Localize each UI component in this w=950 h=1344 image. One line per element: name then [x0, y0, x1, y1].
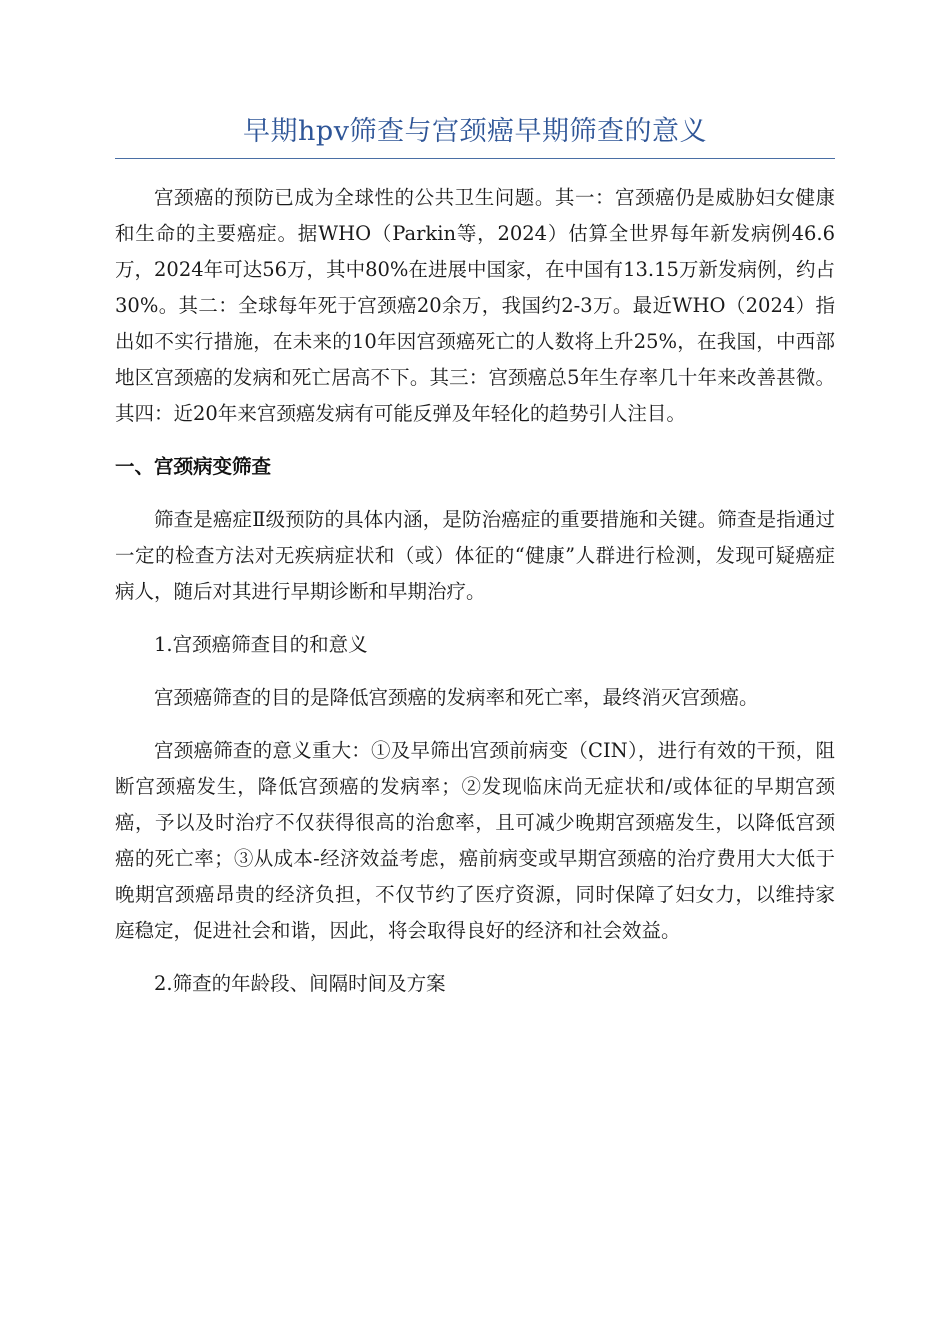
section-heading-1: 一、宫颈病变筛查 — [115, 455, 272, 478]
purpose-paragraph: 宫颈癌筛查的目的是降低宫颈癌的发病率和死亡率，最终消灭宫颈癌。 — [154, 686, 759, 709]
subheading-purpose: 1.宫颈癌筛查目的和意义 — [154, 633, 368, 656]
subheading-age-interval: 2.筛查的年龄段、间隔时间及方案 — [154, 972, 446, 995]
document-body — [115, 180, 835, 1019]
significance-paragraph: 宫颈癌筛查的意义重大：①及早筛出宫颈前病变（CIN），进行有效的干预，阻断宫颈癌发生，降低宫颈癌的发病率；②发现临床尚无症状和/或体征的早期宫颈癌，予以及时治疗不仅获得很高的治愈率，且可减少晚期宫颈癌发生，以降低宫颈癌的死亡率；③从成本-经济效益考虑，癌前病变或早期宫颈癌的治疗费用大大低于晚期宫颈癌昂贵的经济负担，不仅节约了医疗资源，同时保障了妇女力，以维持家庭稳定，促进社会和谐，因此，将会取得良好的经济和社会效益。 — [115, 739, 835, 942]
screening-definition-paragraph: 筛查是癌症Ⅱ级预防的具体内涵，是防治癌症的重要措施和关键。筛查是指通过一定的检查方法对无疾病症状和（或）体征的“健康”人群进行检测，发现可疑癌症病人，随后对其进行早期诊断和早期治疗。 — [115, 508, 835, 603]
intro-paragraph: 宫颈癌的预防已成为全球性的公共卫生问题。其一：宫颈癌仍是威胁妇女健康和生命的主要癌症。据WHO（Parkin等，2024）估算全世界每年新发病例46.6万，2024年可达56万，其中80%在进展中国家，在中国有13.15万新发病例，约占30%。其二：全球每年死于宫颈癌20余万，我国约2-3万。最近WHO（2024）指出如不实行措施，在未来的10年因宫颈癌死亡的人数将上升25%，在我国，中西部地区宫颈癌的发病和死亡居高不下。其三：宫颈癌总5年生存率几十年来改善甚微。其四：近20年来宫颈癌发病有可能反弹及年轻化的趋势引人注目。 — [115, 186, 835, 425]
title-block — [115, 112, 835, 159]
document-title: 早期hpv筛查与宫颈癌早期筛查的意义 — [243, 116, 707, 147]
